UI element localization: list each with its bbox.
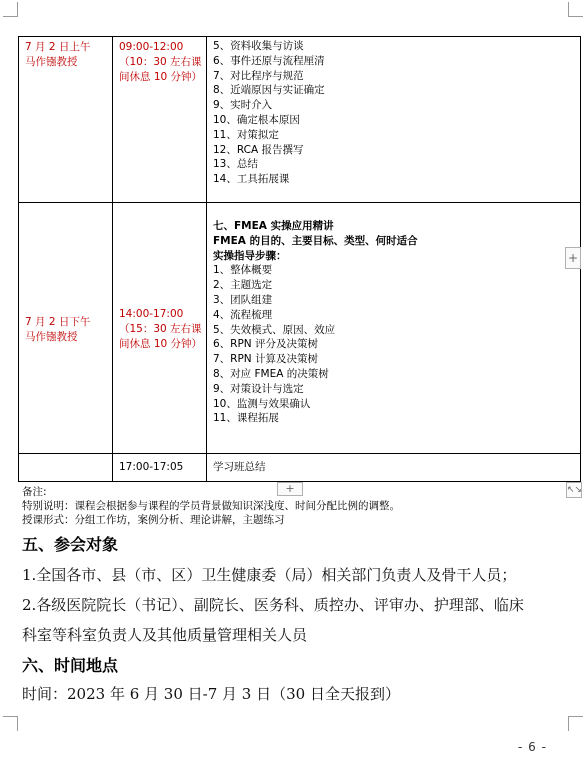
section-heading: 五、参会对象 (22, 535, 119, 554)
list-item: 9、对策设计与选定 (213, 382, 304, 395)
content-cell (207, 203, 581, 454)
content-cell (207, 454, 581, 482)
list-item: 7、RPN 计算及决策树 (213, 353, 318, 366)
module-subtitle: FMEA 的目的、主要目标、类型、何时适合 (213, 234, 418, 247)
list-item: 10、监测与效果确认 (213, 397, 311, 410)
time-cell (113, 203, 207, 454)
add-column-plus-icon[interactable]: + (565, 247, 581, 269)
list-item: 13、总结 (213, 158, 258, 171)
time-cell (113, 37, 207, 203)
session-time: 17:00-17:05 (119, 461, 184, 474)
schedule-table (18, 36, 581, 482)
table-row (19, 203, 581, 454)
list-item: 7、对比程序与规范 (213, 69, 304, 82)
session-teacher: 马作镪教授 (25, 330, 78, 343)
notes-line: 特别说明：课程会根据参与课程的学员背景做知识深浅度、时间分配比例的调整。 (22, 500, 400, 512)
crop-mark-bottom-right (568, 716, 583, 731)
notes-line: 授课形式：分组工作坊，案例分析、理论讲解，主题练习 (22, 514, 285, 526)
table-resize-icon[interactable]: ↖↘ (566, 482, 582, 498)
steps-heading: 实操指导步骤： (213, 249, 287, 262)
paragraph: 1.全国各市、县（市、区）卫生健康委（局）相关部门负责人及骨干人员； (22, 566, 517, 584)
list-item: 11、对策拟定 (213, 128, 279, 141)
list-item: 8、对应 FMEA 的决策树 (213, 367, 329, 380)
list-item: 9、实时介入 (213, 99, 273, 112)
list-item: 8、近端原因与实证确定 (213, 84, 325, 97)
list-item: 11、课程拓展 (213, 412, 279, 425)
notes-label: 备注: (22, 486, 47, 498)
table-row (19, 37, 581, 203)
session-break: （10：30 左右课间休息 10 分钟） (119, 55, 203, 83)
content-cell (207, 37, 581, 203)
paragraph: 2.各级医院院长（书记）、副院长、医务科、质控办、评审办、护理部、临床 (22, 596, 524, 614)
table-row (19, 454, 581, 482)
crop-mark-bottom-left (3, 716, 18, 731)
session-break: （15：30 左右课间休息 10 分钟） (119, 323, 203, 350)
list-item: 2、主题选定 (213, 279, 273, 292)
empty-cell (19, 454, 113, 482)
paragraph: 科室等科室负责人及其他质量管理相关人员 (22, 626, 308, 644)
list-item: 10、确定根本原因 (213, 113, 300, 126)
list-item: 6、RPN 评分及决策树 (213, 338, 318, 351)
session-time: 09:00-12:00 (119, 41, 184, 53)
module-title: 七、FMEA 实操应用精讲 (213, 220, 334, 232)
date-cell (19, 203, 113, 454)
list-item: 1、整体概要 (213, 264, 273, 277)
list-item: 5、失效模式、原因、效应 (213, 323, 336, 336)
add-row-plus-icon[interactable]: + (277, 482, 303, 496)
crop-mark-top-right (568, 2, 583, 17)
date-cell (19, 37, 113, 203)
session-teacher: 马作镪教授 (25, 55, 78, 68)
summary-text: 学习班总结 (213, 461, 266, 474)
list-item: 5、资料收集与访谈 (213, 40, 304, 52)
crop-mark-top-left (3, 2, 18, 17)
section-heading: 六、时间地点 (22, 656, 119, 675)
list-item: 4、流程梳理 (213, 308, 273, 321)
list-item: 3、团队组建 (213, 293, 273, 306)
table-notes (22, 485, 400, 527)
list-item: 12、RCA 报告撰写 (213, 143, 304, 156)
time-cell (113, 454, 207, 482)
session-date: 7 月 2 日下午 (25, 315, 91, 328)
paragraph: 时间：2023 年 6 月 30 日-7 月 3 日（30 日全天报到） (22, 685, 400, 703)
session-time: 14:00-17:00 (119, 308, 184, 321)
page-number: - 6 - (518, 740, 547, 754)
list-item: 6、事件还原与流程厘清 (213, 54, 325, 67)
list-item: 14、工具拓展课 (213, 173, 290, 186)
session-date: 7 月 2 日上午 (25, 41, 91, 53)
